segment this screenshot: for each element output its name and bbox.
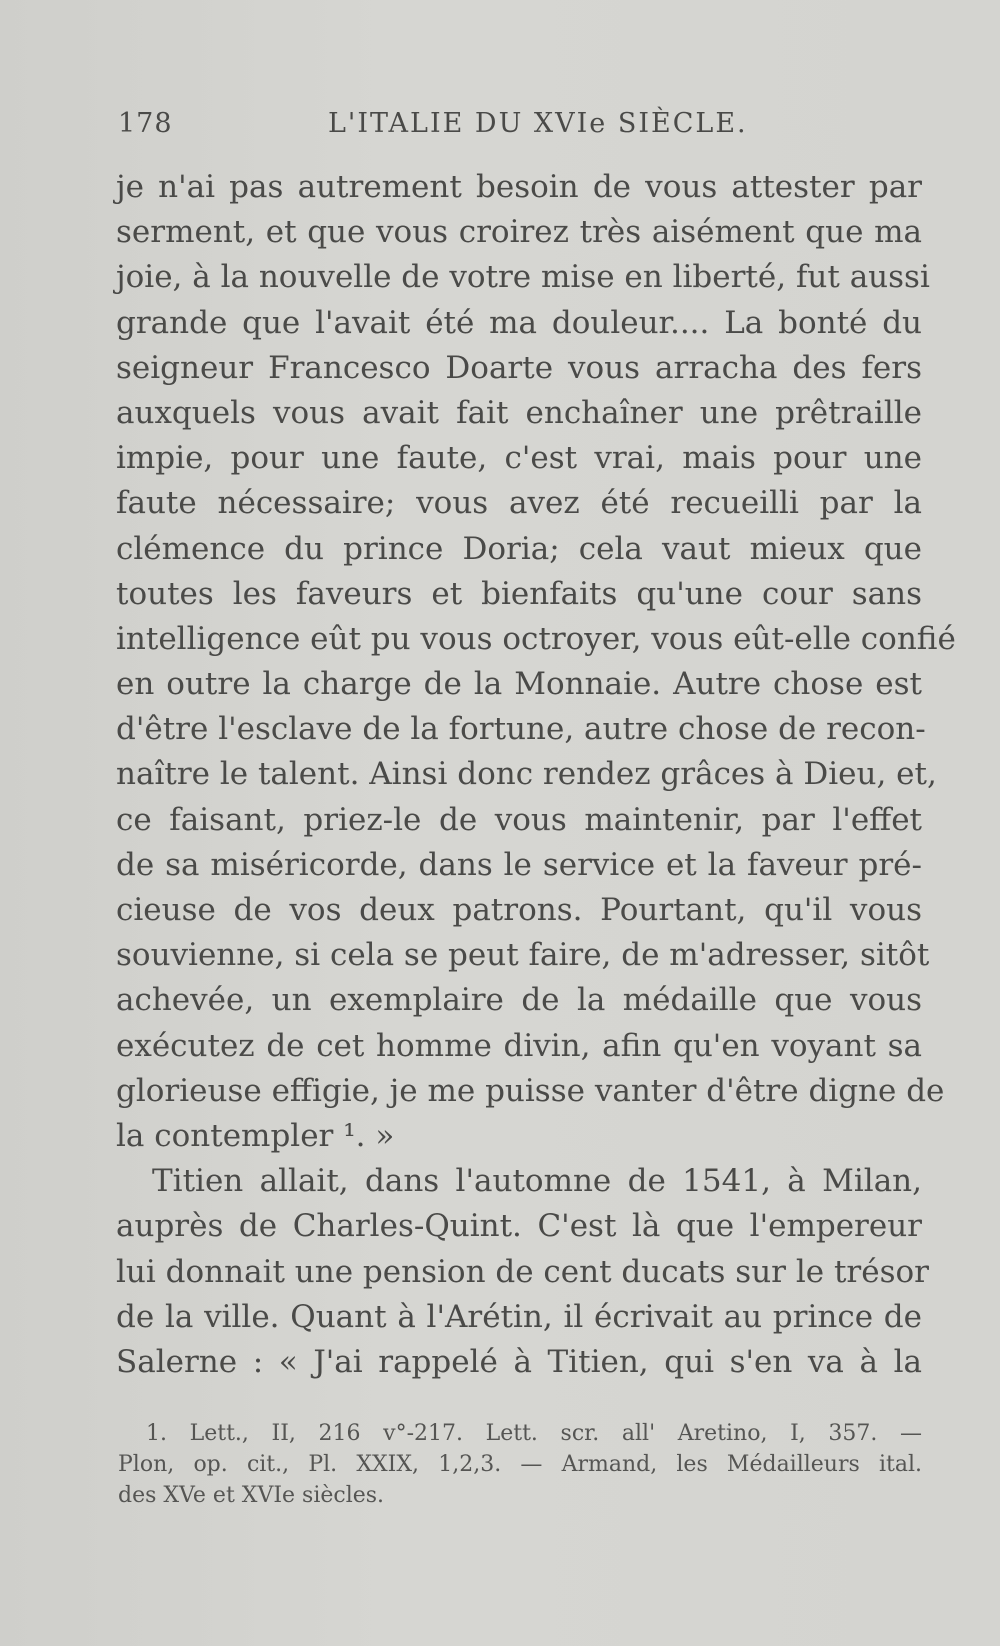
text-line: auxquels vous avait fait enchaîner une prêtraille [116, 394, 922, 431]
text-line: exécutez de cet homme divin, afin qu'en voyant sa [116, 1027, 922, 1064]
text-line: grande que l'avait été ma douleur.... La bonté du [116, 304, 922, 341]
text-line: naître le talent. Ainsi donc rendez grâces à Dieu, et, [116, 756, 937, 793]
text-line: cieuse de vos deux patrons. Pourtant, qu'il vous [116, 892, 922, 928]
text-line: achevée, un exemplaire de la médaille que vous [116, 982, 922, 1019]
body-text [116, 165, 956, 1385]
text-line: Titien allait, dans l'automne de 1541, à Milan, [152, 1163, 922, 1200]
text-line: serment, et que vous croirez très aisément que ma [116, 214, 922, 251]
footnote-line: des XVe et XVIe siècles. [118, 1483, 385, 1508]
footnote-line: 1. Lett., II, 216 v°-217. Lett. scr. all' Aretino, I, 357. — [146, 1421, 922, 1446]
text-line: lui donnait une pension de cent ducats sur le trésor [116, 1253, 929, 1290]
page-header [118, 108, 918, 148]
text-line: faute nécessaire; vous avez été recueilli par la [116, 485, 922, 522]
text-line: glorieuse effigie, je me puisse vanter d'être digne de [116, 1072, 945, 1109]
text-line: clémence du prince Doria; cela vaut mieux que [116, 530, 922, 567]
text-line: la contempler ¹. » [116, 1117, 395, 1154]
text-line: auprès de Charles-Quint. C'est là que l'empereur [116, 1208, 922, 1245]
text-line: ce faisant, priez-le de vous maintenir, par l'effet [116, 801, 922, 838]
footnote-line: Plon, op. cit., Pl. XXIX, 1,2,3. — Armand, les Médailleurs ital. [118, 1452, 922, 1477]
text-line: joie, à la nouvelle de votre mise en liberté, fut aussi [116, 259, 930, 296]
text-line: toutes les faveurs et bienfaits qu'une cour sans [116, 575, 922, 612]
page-number: 178 [118, 108, 173, 139]
text-line: d'être l'esclave de la fortune, autre chose de recon- [116, 711, 926, 748]
text-line: de la ville. Quant à l'Arétin, il écrivait au prince de [116, 1298, 922, 1335]
text-line: intelligence eût pu vous octroyer, vous eût-elle confié [116, 620, 956, 657]
running-head: L'ITALIE DU XVIe SIÈCLE. [328, 108, 748, 139]
text-line: je n'ai pas autrement besoin de vous attester par [116, 169, 922, 205]
text-line: Salerne : « J'ai rappelé à Titien, qui s'en va à la [116, 1343, 922, 1380]
text-line: impie, pour une faute, c'est vrai, mais pour une [116, 440, 922, 477]
text-line: souvienne, si cela se peut faire, de m'adresser, sitôt [116, 937, 930, 974]
text-line: en outre la charge de la Monnaie. Autre chose est [116, 666, 922, 703]
text-line: seigneur Francesco Doarte vous arracha des fers [116, 349, 922, 386]
footnotes [118, 1418, 922, 1511]
text-line: de sa miséricorde, dans le service et la faveur pré- [116, 846, 922, 883]
